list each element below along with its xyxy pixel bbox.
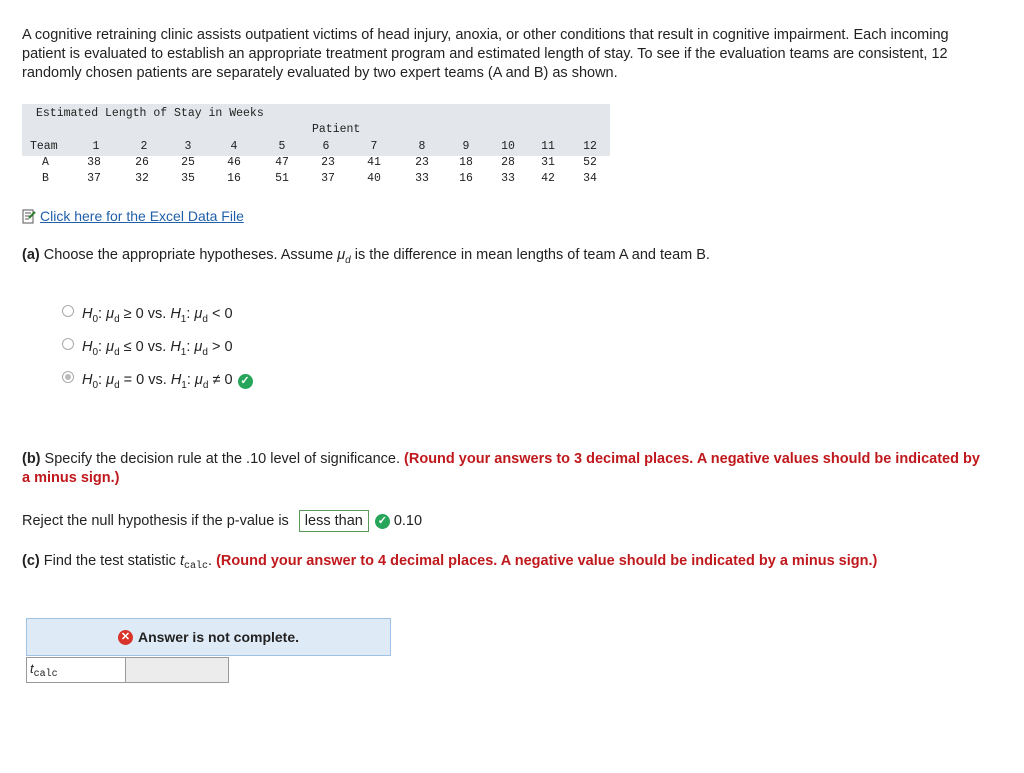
- value-cell: 33: [501, 172, 515, 185]
- value-cell: 32: [135, 172, 149, 185]
- decision-rule: [22, 510, 422, 532]
- radio-button[interactable]: [62, 305, 74, 317]
- question-c-text: Find the test statistic: [43, 553, 176, 569]
- answer-status-banner: [26, 618, 391, 656]
- radio-button[interactable]: [62, 338, 74, 350]
- patient-col: 12: [583, 140, 597, 153]
- patient-col: 3: [184, 140, 192, 153]
- decision-rule-answer[interactable]: less than: [299, 510, 369, 532]
- tcalc-input[interactable]: [126, 657, 229, 683]
- file-icon: [22, 209, 36, 224]
- table-row: [22, 172, 610, 188]
- value-cell: 46: [227, 156, 241, 169]
- value-cell: 34: [583, 172, 597, 185]
- value-cell: 23: [415, 156, 429, 169]
- table-title: Estimated Length of Stay in Weeks: [36, 107, 264, 120]
- length-of-stay-table: [22, 104, 610, 186]
- patient-col: 8: [418, 140, 426, 153]
- value-cell: 41: [367, 156, 381, 169]
- team-cell: B: [42, 172, 49, 185]
- patient-col: 9: [462, 140, 470, 153]
- value-cell: 31: [541, 156, 555, 169]
- hypothesis-option-2[interactable]: $H_0$: $\mu_d \le 0$ vs. $H_1$: $\mu_d > 0$: [62, 339, 233, 358]
- value-cell: 37: [87, 172, 101, 185]
- question-b-text: Specify the decision rule at the .10 level of significance.: [44, 451, 401, 467]
- value-cell: 16: [459, 172, 473, 185]
- value-cell: 35: [181, 172, 195, 185]
- excel-data-link[interactable]: [22, 208, 244, 224]
- question-c: (c) Find the test statistic $t_{calc}$. (Round your answer to 4 decimal places. A negative value should be indicated by a minus sign.): [22, 553, 878, 572]
- patient-header: Patient: [312, 123, 361, 136]
- question-c-label: (c): [22, 553, 40, 569]
- patient-col: 6: [322, 140, 330, 153]
- option-h1: > 0: [211, 339, 233, 355]
- question-a-label: (a): [22, 247, 40, 263]
- tcalc-answer-row: [26, 657, 229, 683]
- question-a-text: Choose the appropriate hypotheses. Assume: [43, 247, 334, 263]
- value-cell: 16: [227, 172, 241, 185]
- decision-rule-text: Reject the null hypothesis if the p-value is: [22, 513, 289, 529]
- radio-button-selected[interactable]: [62, 371, 74, 383]
- tcalc-label: $t_{calc}$: [26, 657, 126, 683]
- correct-check-icon: ✓: [238, 374, 253, 389]
- question-a: (a) Choose the appropriate hypotheses. Assume $\mu_d$ is the difference in mean lengths of team A and team B.: [22, 247, 710, 266]
- patient-col: 5: [278, 140, 286, 153]
- question-b: [22, 450, 982, 488]
- answer-status-text: Answer is not complete.: [137, 629, 300, 645]
- value-cell: 37: [321, 172, 335, 185]
- option-h1: < 0: [211, 306, 233, 322]
- value-cell: 47: [275, 156, 289, 169]
- problem-intro: A cognitive retraining clinic assists outpatient victims of head injury, anoxia, or other conditions that result in cognitive impairment. Each incoming patient is evaluated to establish an appropriate treatment program and estimated length of stay. To see if the evaluation teams are consistent, 12 randomly chosen patients are separately evaluated by two expert teams (A and B) as shown.: [22, 27, 949, 81]
- patient-col: 2: [140, 140, 148, 153]
- value-cell: 28: [501, 156, 515, 169]
- incorrect-x-icon: ✕: [118, 630, 133, 645]
- option-h0: ≤ 0: [123, 339, 144, 355]
- patient-col: 10: [501, 140, 515, 153]
- value-cell: 52: [583, 156, 597, 169]
- patient-col: 1: [92, 140, 100, 153]
- hypothesis-option-1[interactable]: $H_0$: $\mu_d \ge 0$ vs. $H_1$: $\mu_d < 0$: [62, 306, 233, 325]
- decision-rule-value: 0.10: [393, 513, 423, 529]
- question-c-instruction: (Round your answer to 4 decimal places. A negative value should be indicated by a minus sign.): [216, 553, 878, 569]
- team-header: Team: [30, 140, 58, 153]
- question-b-label: (b): [22, 451, 41, 467]
- value-cell: 38: [87, 156, 101, 169]
- option-h0: ≥ 0: [123, 306, 144, 322]
- value-cell: 23: [321, 156, 335, 169]
- table-row: [22, 156, 610, 172]
- excel-link-text[interactable]: Click here for the Excel Data File: [40, 208, 244, 224]
- question-b-instruction: (Round your answers to 3 decimal places. A negative values should be indicated by a minus sign.): [22, 451, 980, 486]
- value-cell: 51: [275, 172, 289, 185]
- value-cell: 26: [135, 156, 149, 169]
- value-cell: 33: [415, 172, 429, 185]
- patient-col: 11: [541, 140, 555, 153]
- patient-col: 4: [230, 140, 238, 153]
- option-h1: ≠ 0: [212, 372, 233, 388]
- correct-check-icon: ✓: [375, 514, 390, 529]
- value-cell: 40: [367, 172, 381, 185]
- table-header-row: [22, 140, 610, 156]
- option-h0: = 0: [123, 372, 145, 388]
- value-cell: 42: [541, 172, 555, 185]
- hypothesis-option-3[interactable]: $H_0$: $\mu_d = 0$ vs. $H_1$: $\mu_d \ne 0$ ✓: [62, 372, 253, 391]
- patient-col: 7: [370, 140, 378, 153]
- team-cell: A: [42, 156, 49, 169]
- value-cell: 25: [181, 156, 195, 169]
- question-a-text-after: is the difference in mean lengths of team A and team B.: [354, 247, 710, 263]
- value-cell: 18: [459, 156, 473, 169]
